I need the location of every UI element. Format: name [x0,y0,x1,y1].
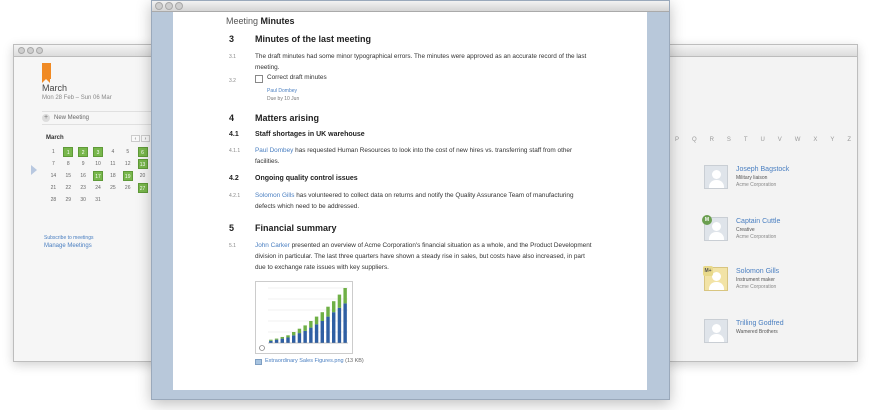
calendar-day[interactable]: 21 [50,185,57,191]
zoom-icon[interactable] [260,346,265,351]
alphabet-letter[interactable]: Z [847,137,851,143]
item-number: 4.2.1 [229,193,241,199]
calendar-day[interactable]: 10 [95,161,101,167]
subscribe-link[interactable]: Subscribe to meetings [44,235,94,241]
section-number: 5 [229,223,235,233]
chart-bar [269,340,272,341]
contacts-window [666,44,858,362]
contact-name[interactable]: Solomon Gills [736,268,780,275]
action-checkbox[interactable] [255,75,263,83]
attachment [265,358,364,364]
section-title: Financial summary [255,223,337,233]
minimize-window-button[interactable] [27,47,34,54]
calendar-day[interactable]: 3 [93,147,103,157]
alphabet-letter[interactable]: W [794,137,801,143]
member-badge: M [702,215,712,225]
chart-bar [298,333,301,343]
chart-bar [286,338,289,344]
calendar-day[interactable]: 8 [66,161,70,167]
alphabet-letter[interactable]: Y [830,137,835,143]
attachment-link[interactable]: Extraordinary Sales Figures.png [265,358,344,364]
item-text [255,240,595,273]
chart-bar [292,335,295,343]
current-week-pointer-icon [31,165,37,175]
calendar-day[interactable]: 27 [138,183,148,193]
minutes-window [151,0,670,400]
calendar-day[interactable]: 20 [139,173,146,179]
contact-card[interactable] [704,165,789,189]
chart-bar [281,339,284,343]
next-month-button[interactable]: › [141,135,150,142]
chart-bar [338,308,341,343]
person-link[interactable]: John Carker [255,242,290,249]
person-link[interactable]: Solomon Gills [255,192,295,199]
calendar-day[interactable]: 7 [52,161,55,167]
action-due-date: Due by 10 Jun [267,96,300,102]
item-text: The draft minutes had some minor typographical errors. The minutes were approved as an accurate record of the last meeting. [255,53,587,71]
chart-bar [292,332,295,335]
avatar [704,217,728,241]
avatar [704,267,728,291]
item-body: has requested Human Resources to look into the cost of new hires vs. transferring staff from other facilities. [255,147,573,165]
contact-card[interactable] [704,267,779,291]
member-plus-badge: M+ [704,268,712,274]
contact-name[interactable]: Joseph Bagstock [736,166,790,173]
alphabet-letter[interactable]: R [709,137,714,143]
calendar-header [46,135,150,142]
chart-bar [343,303,346,343]
close-window-button[interactable] [18,47,25,54]
calendar-nav [131,135,150,142]
chart-bar [315,324,318,343]
calendar-day[interactable]: 24 [95,185,101,191]
plus-icon: + [43,114,49,121]
contact-org: Acme Corporation [736,234,777,240]
attachment-size: (13 KB) [343,358,364,364]
zoom-window-button[interactable] [175,2,183,10]
contact-role: Military liaison [736,175,768,181]
calendar-day[interactable]: 17 [93,171,103,181]
calendar-day[interactable]: 16 [80,173,86,179]
calendar-day[interactable]: 5 [126,149,130,155]
chart-bar [286,335,289,337]
item-body: presented an overview of Acme Corporation's financial situation as a whole, and the Product Development division in particular. The last three quarters have shown a steady rise in sales, but costs have also increased, in part due to exchange rate issues with key suppliers. [255,242,592,271]
chart-bar [326,307,329,317]
title-light: Meeting [226,16,261,26]
calendar-day[interactable] [105,195,120,205]
calendar-window [13,44,163,362]
close-window-button[interactable] [155,2,163,10]
window-titlebar [152,1,669,12]
calendar-day[interactable]: 4 [111,149,115,155]
window-titlebar [667,45,857,57]
item-number: 3.1 [229,54,236,60]
action-label: Correct draft minutes [267,74,327,81]
month-title: March [42,83,68,93]
calendar-day[interactable]: 29 [65,197,72,203]
subsection-number: 4.1 [229,131,239,138]
sales-bar-chart [256,282,352,353]
alphabet-index [675,137,851,143]
sales-chart-thumbnail[interactable] [255,281,353,354]
alphabet-letter[interactable]: S [726,137,731,143]
zoom-window-button[interactable] [36,47,43,54]
chart-bar [269,341,272,343]
alphabet-letter[interactable]: Q [691,137,697,143]
calendar-day[interactable]: 22 [65,185,72,191]
chart-bar [321,321,324,343]
contact-org: Acme Corporation [736,284,777,290]
calendar-panel [14,57,162,361]
alphabet-letter[interactable]: P [675,137,680,143]
contact-card[interactable] [704,319,784,343]
chart-bar [298,329,301,333]
chart-bar [309,328,312,343]
section-number: 3 [229,34,235,44]
section-number: 4 [229,113,235,123]
calendar-day[interactable]: 11 [110,161,116,167]
calendar-day[interactable]: 6 [138,147,148,157]
calendar-day[interactable] [120,195,135,205]
calendar-day[interactable]: 15 [65,173,72,179]
item-body: has volunteered to collect data on returns and notify the Quality Assurance Team of manufacturing defects which need to be addressed. [255,192,574,210]
calendar-day[interactable]: 31 [95,197,101,203]
calendar-day[interactable]: 19 [123,171,133,181]
bookmark-icon [42,63,51,79]
contact-role: Creative [736,227,755,233]
item-number: 3.2 [229,78,236,84]
window-controls [18,47,43,54]
item-text [255,190,595,212]
calendar-day[interactable]: 26 [124,185,131,191]
calendar-grid [46,147,150,205]
title-bold: Minutes [260,16,295,26]
calendar-day[interactable]: 23 [80,185,86,191]
chart-bar [281,337,284,339]
calendar-day[interactable]: 9 [81,161,85,167]
chart-bar [303,325,306,331]
chart-bar [275,339,278,340]
minimize-window-button[interactable] [165,2,173,10]
chart-bar [275,340,278,343]
new-meeting-label: New Meeting [54,115,90,121]
manage-meetings-link[interactable]: Manage Meetings [44,243,92,249]
subsection-title: Staff shortages in UK warehouse [255,131,365,138]
calendar-day[interactable] [135,195,150,205]
section-title: Minutes of the last meeting [255,34,372,44]
chart-bar [315,317,318,325]
alphabet-letter[interactable]: T [743,137,748,143]
page-title [226,16,295,26]
calendar-day[interactable]: 13 [138,159,148,169]
calendar-month: March [46,135,64,141]
item-number: 4.1.1 [229,148,241,154]
section-title: Matters arising [255,113,320,123]
new-meeting-button[interactable] [42,111,152,125]
contacts-panel [667,57,857,361]
calendar-day[interactable]: 12 [124,161,131,167]
window-controls [155,2,183,10]
calendar-day[interactable]: 2 [78,147,88,157]
person-link[interactable]: Paul Dombey [255,147,294,154]
avatar [704,165,728,189]
subsection-title: Ongoing quality control issues [255,175,358,182]
image-file-icon [255,359,262,365]
action-assignee-link[interactable]: Paul Dombey [267,88,298,94]
contact-role: Wamered Brothers [736,329,778,335]
chart-bar [338,295,341,308]
contact-name[interactable]: Captain Cuttle [736,218,781,225]
contact-role: Instrument maker [736,277,775,283]
subsection-number: 4.2 [229,175,239,182]
contact-org: Acme Corporation [736,182,777,188]
chart-bar [332,301,335,312]
calendar-day[interactable]: 30 [80,197,86,203]
item-number: 5.1 [229,243,236,249]
chart-bar [309,321,312,328]
calendar-day[interactable]: 14 [50,173,57,179]
prev-month-button[interactable]: ‹ [131,135,140,142]
alphabet-letter[interactable]: X [813,137,818,143]
calendar-day[interactable]: 1 [52,149,55,155]
contact-card[interactable] [704,217,780,241]
window-titlebar [14,45,162,57]
calendar-day[interactable]: 1 [63,147,73,157]
avatar [704,319,728,343]
chart-bar [343,288,346,303]
alphabet-letter[interactable]: V [777,137,782,143]
alphabet-letter[interactable]: U [760,137,765,143]
contact-name[interactable]: Trilling Godfred [736,320,784,327]
chart-bar [326,317,329,343]
minutes-document [173,12,647,390]
week-range: Mon 28 Feb – Sun 06 Mar [42,95,112,101]
calendar-day[interactable]: 18 [110,173,116,179]
calendar-day[interactable]: 28 [50,197,57,203]
calendar-day[interactable]: 25 [110,185,116,191]
chart-bar [321,312,324,321]
item-text [255,145,595,167]
chart-bar [303,331,306,343]
chart-bar [332,312,335,343]
